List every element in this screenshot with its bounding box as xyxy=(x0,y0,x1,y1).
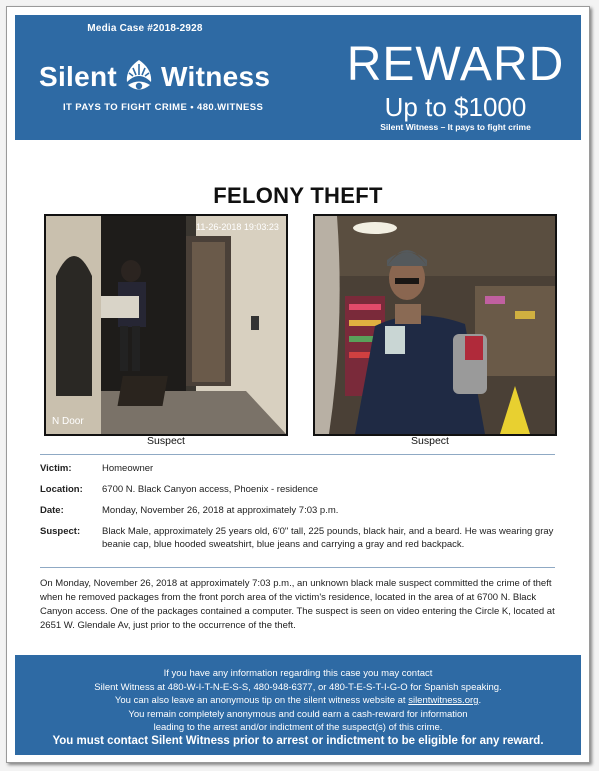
footer-line-5: leading to the arrest and/or indictment of the suspect(s) of this crime. xyxy=(153,722,443,733)
suspect-row xyxy=(40,525,555,551)
logo-word-witness: Witness xyxy=(161,61,271,92)
header-banner xyxy=(15,15,581,140)
date-value: Monday, November 26, 2018 at approximately 7:03 p.m. xyxy=(102,505,339,516)
case-details xyxy=(40,462,555,559)
website-link[interactable]: silentwitness.org xyxy=(408,695,479,706)
victim-row xyxy=(40,462,555,475)
victim-value: Homeowner xyxy=(102,463,154,474)
suspect-label: Suspect: xyxy=(40,526,81,537)
footer-banner xyxy=(15,655,581,755)
logo-tagline: IT PAYS TO FIGHT CRIME • 480.WITNESS xyxy=(63,102,264,113)
reward-tagline: Silent Witness – It pays to fight crime xyxy=(380,122,531,132)
footer-line-4: You remain completely anonymous and could earn a cash-reward for information xyxy=(128,708,468,720)
date-label: Date: xyxy=(40,505,64,516)
suspect-photo-porch xyxy=(44,214,288,436)
footer-eligibility-notice: You must contact Silent Witness prior to arrest or indictment to be eligible for any reward. xyxy=(52,735,544,747)
reward-amount: Up to $1000 xyxy=(384,92,527,122)
flyer-page xyxy=(6,6,590,763)
photo-1-caption: Suspect xyxy=(147,435,185,447)
reward-heading: REWARD xyxy=(346,38,565,91)
footer-line-3-suffix: . xyxy=(478,695,482,706)
top-divider xyxy=(40,454,555,455)
suspect-value: Black Male, approximately 25 years old, 6'0" tall, 225 pounds, black hair, and a beard. He was wearing gray beanie cap, blue hooded sweatshirt, blue jeans and carrying a gray and red backpack. xyxy=(102,526,554,550)
logo-word-silent: Silent xyxy=(39,61,118,92)
middle-divider xyxy=(40,567,555,568)
silent-witness-logo xyxy=(39,57,270,97)
footer-line-3-prefix: You can also leave an anonymous tip on the silent witness website at xyxy=(114,695,409,706)
footer-line-1: If you have any information regarding this case you may contact xyxy=(163,668,433,679)
media-case-number: Media Case #2018-2928 xyxy=(87,23,203,34)
suspect-photo-store xyxy=(313,214,557,436)
case-title: FELONY THEFT xyxy=(213,183,383,208)
footer-line-3 xyxy=(15,694,581,708)
location-value: 6700 N. Black Canyon access, Phoenix - residence xyxy=(102,484,318,495)
porch-camera-label: N Door xyxy=(52,416,84,427)
porch-timestamp-overlay: 11-26-2018 19:03:23 xyxy=(196,222,279,232)
victim-label: Victim: xyxy=(40,463,72,474)
location-row xyxy=(40,483,555,496)
photo-2-caption: Suspect xyxy=(411,435,449,447)
footer-contact-info xyxy=(15,667,581,735)
location-label: Location: xyxy=(40,484,83,495)
date-row xyxy=(40,504,555,517)
case-narrative: On Monday, November 26, 2018 at approximately 7:03 p.m., an unknown black male suspect committed the crime of theft when he removed packages from the front porch area of the victim's residence, located in the area of at 6700 N. Black Canyon access. One of the packages contained a computer. The suspect is seen on video entering the Circle K, located at 2651 W. Glendale Av, just prior to the occurrence of the theft. xyxy=(40,578,555,631)
eye-emblem-icon xyxy=(123,58,155,96)
footer-line-2: Silent Witness at 480-W-I-T-N-E-S-S, 480-948-6377, or 480-T-E-S-T-I-G-O for Spanish speaking. xyxy=(94,681,502,693)
